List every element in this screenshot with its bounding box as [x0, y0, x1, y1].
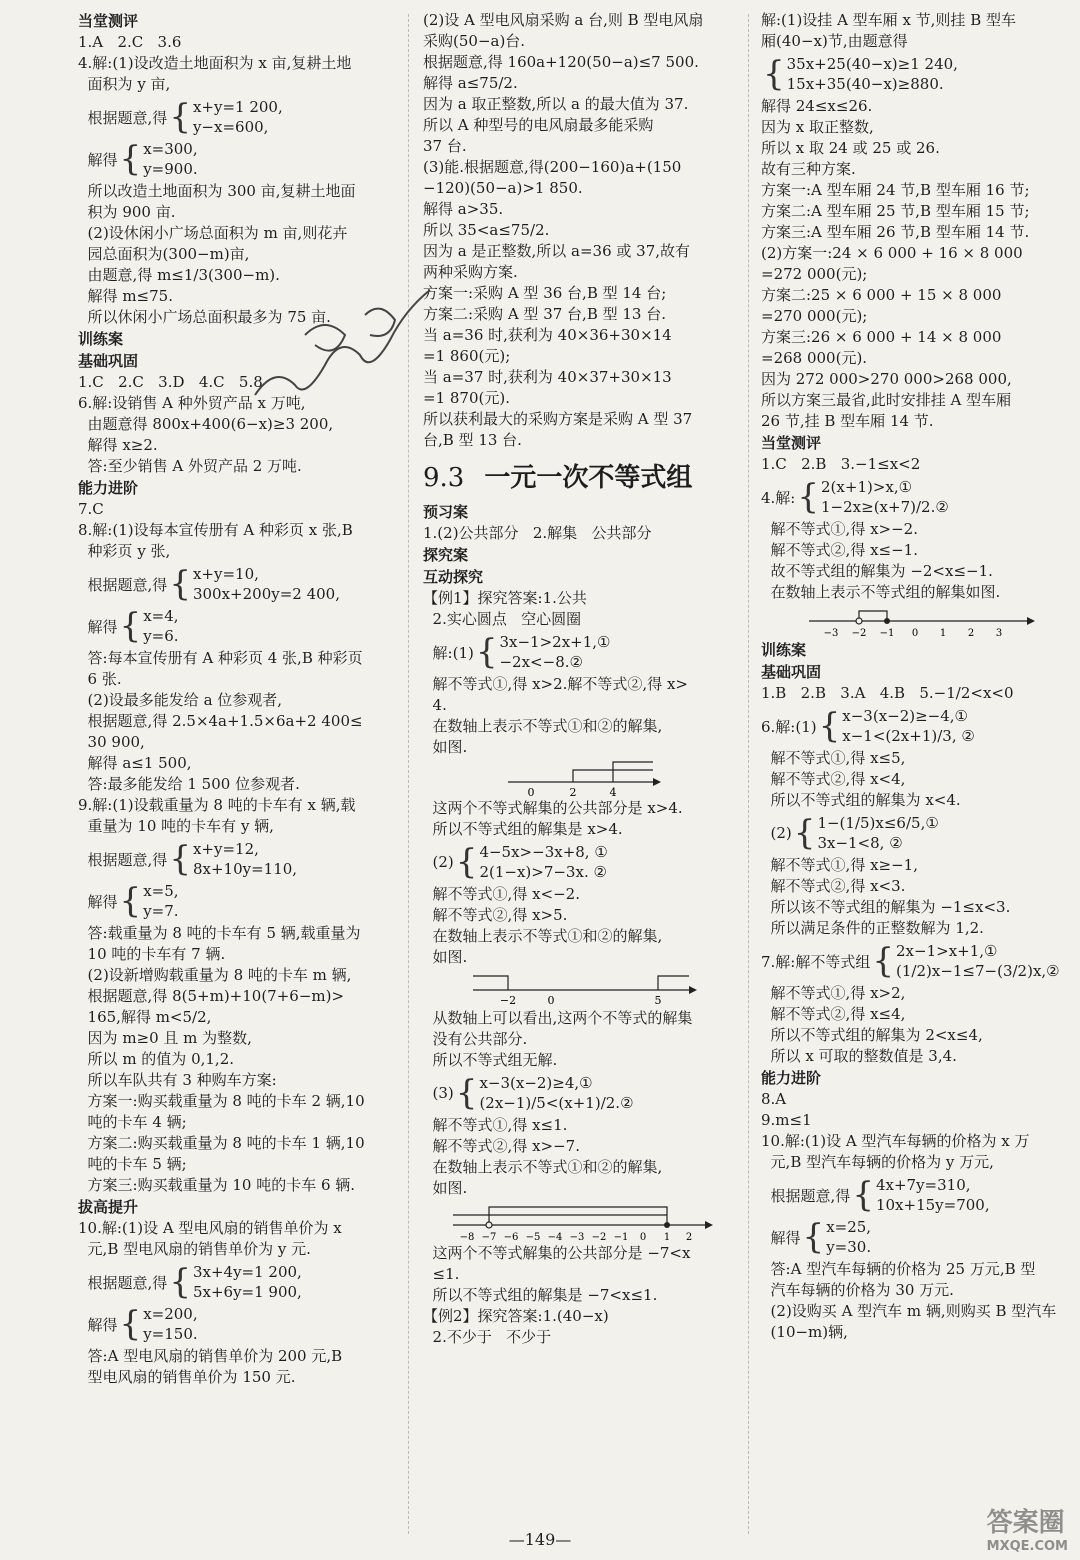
text-line: 2.实心圆点 空心圆圈 [423, 610, 582, 628]
text-line: 在数轴上表示不等式①和②的解集, [423, 1158, 663, 1176]
text-line: 10 吨的卡车有 7 辆. [78, 945, 226, 963]
text-line: =1 860(元); [423, 347, 511, 365]
text-line: 解不等式①,得 x>2, [761, 984, 906, 1002]
text-line: =1 870(元). [423, 389, 510, 407]
text-line: 所以获利最大的采购方案是采购 A 型 37 [423, 410, 693, 428]
text-line: 4.解:(1)设改造土地面积为 x 亩,复耕土地 [78, 54, 352, 72]
text-line: 这两个不等式解集的公共部分是 −7<x [423, 1244, 691, 1262]
column-divider [408, 14, 409, 1534]
section-heading: 训练案 [78, 330, 124, 348]
text-line: 汽车每辆的价格为 30 万元. [761, 1281, 954, 1299]
text-line: 由题意,得 m≤1/3(300−m). [78, 266, 280, 284]
text-line: 方案二:25 × 6 000 + 15 × 8 000 [761, 286, 1002, 304]
text-line: 由题意得 800x+400(6−x)≥3 200, [78, 415, 334, 433]
text-line: 吨的卡车 4 辆; [78, 1113, 187, 1131]
text-line: 答:A 型电风扇的销售单价为 200 元,B [78, 1347, 343, 1365]
section-heading: 基础巩固 [761, 663, 822, 681]
text-line: 2.不少于 不少于 [423, 1328, 552, 1346]
text-line: 所以 A 种型号的电风扇最多能采购 [423, 116, 654, 134]
text-line: (2)设购买 A 型汽车 m 辆,则购买 B 型汽车 [761, 1302, 1057, 1320]
column-2 [423, 10, 735, 1348]
tick-label: 1 [939, 628, 947, 639]
text-line: 所以方案三最省,此时安排挂 A 型车厢 [761, 391, 1012, 409]
tick-label: 3 [995, 628, 1003, 639]
text-line: 30 900, [78, 733, 145, 751]
handwriting-scribble [245, 275, 445, 415]
text-line: 当 a=37 时,获利为 40×37+30×13 [423, 368, 672, 386]
text-line: 因为 a 取正整数,所以 a 的最大值为 37. [423, 95, 689, 113]
text-line: 重量为 10 吨的卡车有 y 辆, [78, 817, 274, 835]
text-line: 方案二:购买载重量为 8 吨的卡车 1 辆,10 [78, 1134, 365, 1152]
text-line: 6 张. [78, 670, 122, 688]
text-line: 所以该不等式组的解集为 −1≤x<3. [761, 898, 1011, 916]
tick-label: −1 [613, 1232, 629, 1243]
text-line: 积为 900 亩. [78, 203, 176, 221]
text-line: 所以不等式组的解集为 2<x≤4, [761, 1026, 983, 1044]
text-line: 所以不等式组的解集是 x>4. [423, 820, 623, 838]
tick-label: −3 [823, 628, 839, 639]
text-line: 如图. [423, 738, 468, 756]
text-line: 所以不等式组无解. [423, 1051, 558, 1069]
text-line: 解得 24≤x≤26. [761, 97, 873, 115]
text-line: 方案一:购买载重量为 8 吨的卡车 2 辆,10 [78, 1092, 365, 1110]
column-3 [761, 10, 1073, 1343]
text-line: 采购(50−a)台. [423, 32, 526, 50]
text-line: 根据题意,得 8(5+m)+10(7+6−m)> [78, 987, 345, 1005]
text-line: 解得 a≤75/2. [423, 74, 518, 92]
tick-label: 4 [609, 786, 617, 798]
text-line: 厢(40−x)节,由题意得 [761, 32, 908, 50]
text-line: =272 000(元); [761, 265, 868, 283]
equation-system: 解:(1) { 3x−1>2x+1,① −2x<−8.② [423, 632, 611, 672]
text-line: 台,B 型 13 台. [423, 431, 522, 449]
tick-label: −7 [481, 1232, 497, 1243]
equation-system: 根据题意,得 { x+y=10, 300x+200y=2 400, [78, 564, 340, 604]
tick-label: 2 [967, 628, 975, 639]
text-line: 所以改造土地面积为 300 亩,复耕土地面 [78, 182, 356, 200]
text-line: 方案二:采购 A 型 37 台,B 型 13 台. [423, 305, 666, 323]
text-line: 1.(2)公共部分 2.解集 公共部分 [423, 524, 652, 542]
equation-system: 解得 { x=25, y=30. [761, 1217, 872, 1257]
text-line: ≤1. [423, 1265, 460, 1283]
text-line: 解不等式②,得 x>5. [423, 906, 568, 924]
text-line: 解不等式①,得 x≤1. [423, 1116, 568, 1134]
text-line: 两种采购方案. [423, 263, 518, 281]
text-line: 如图. [423, 1179, 468, 1197]
text-line: 9.m≤1 [761, 1111, 812, 1129]
text-line: 1.B 2.B 3.A 4.B 5.−1/2<x<0 [761, 684, 1014, 702]
equation-system: 4.解: { 2(x+1)>x,① 1−2x≥(x+7)/2.② [761, 477, 949, 517]
text-line: 答:最多能发给 1 500 位参观者. [78, 775, 300, 793]
section-title: 9.3 一元一次不等式组 [423, 463, 693, 493]
section-heading: 能力进阶 [78, 479, 139, 497]
text-line: =268 000(元). [761, 349, 868, 367]
section-heading: 基础巩固 [78, 352, 139, 370]
text-line: 种彩页 y 张, [78, 542, 171, 560]
text-line: (10−m)辆, [761, 1323, 848, 1341]
number-line-3 [423, 1199, 723, 1243]
watermark-logo: 答案圈 MXQE.COM [986, 1508, 1068, 1554]
text-line: 所以车队共有 3 种购车方案: [78, 1071, 277, 1089]
text-line: 元,B 型电风扇的销售单价为 y 元. [78, 1240, 311, 1258]
tick-label: −5 [525, 1232, 541, 1243]
text-line: 解不等式①,得 x≤5, [761, 749, 906, 767]
section-heading: 当堂测评 [78, 12, 139, 30]
equation-system: (2) { 1−(1/5)x≤6/5,① 3x−1<8, ② [761, 813, 939, 853]
text-line: 方案三:26 × 6 000 + 14 × 8 000 [761, 328, 1002, 346]
column-1 [78, 10, 393, 1388]
text-line: 7.C [78, 500, 104, 518]
equation-system: (3) { x−3(x−2)≥4,① (2x−1)/5<(x+1)/2.② [423, 1073, 634, 1113]
number-line-1 [503, 758, 663, 798]
equation-system: 6.解:(1) { x−3(x−2)≥−4,① x−1<(2x+1)/3, ② [761, 706, 975, 746]
text-line: 所以不等式组的解集是 −7<x≤1. [423, 1286, 658, 1304]
text-line: (2)设新增购载重量为 8 吨的卡车 m 辆, [78, 966, 352, 984]
text-line: 解不等式②,得 x>−7. [423, 1137, 580, 1155]
text-line: 解得 m≤75. [78, 287, 173, 305]
text-line: (2)设最多能发给 a 位参观者, [78, 691, 283, 709]
text-line: 因为 272 000>270 000>268 000, [761, 370, 1012, 388]
equation-system: 解得 { x=4, y=6. [78, 606, 179, 646]
text-line: 解不等式①,得 x<−2. [423, 885, 580, 903]
text-line: 4. [423, 696, 447, 714]
tick-label: −2 [499, 994, 517, 1007]
page-number: —149— [508, 1530, 572, 1549]
text-line: 方案一:A 型车厢 24 节,B 型车厢 16 节; [761, 181, 1030, 199]
equation-system: 解得 { x=200, y=150. [78, 1304, 198, 1344]
text-line: 解不等式②,得 x<4, [761, 770, 906, 788]
text-line: 解不等式①,得 x>2.解不等式②,得 x> [423, 675, 688, 693]
text-line: 在数轴上表示不等式①和②的解集, [423, 927, 663, 945]
text-line: 在数轴上表示不等式①和②的解集, [423, 717, 663, 735]
text-line: 9.解:(1)设载重量为 8 吨的卡车有 x 辆,载 [78, 796, 356, 814]
column-divider [748, 14, 749, 1534]
equation-system: 根据题意,得 { x+y=12, 8x+10y=110, [78, 839, 298, 879]
tick-label: 0 [639, 1232, 647, 1243]
text-line: (2)设休闲小广场总面积为 m 亩,则花卉 [78, 224, 348, 242]
text-line: 所以不等式组的解集为 x<4. [761, 791, 961, 809]
equation-system: 解得 { x=300, y=900. [78, 139, 198, 179]
text-line: −120)(50−a)>1 850. [423, 179, 583, 197]
tick-label: 2 [569, 786, 577, 798]
text-line: 解不等式②,得 x<3. [761, 877, 906, 895]
equation-system: 根据题意,得 { 4x+7y=310, 10x+15y=700, [761, 1175, 990, 1215]
tick-label: −4 [547, 1232, 563, 1243]
text-line: 解:(1)设挂 A 型车厢 x 节,则挂 B 型车 [761, 11, 1016, 29]
text-line: 所以 x 取 24 或 25 或 26. [761, 139, 940, 157]
text-line: 26 节,挂 B 型车厢 14 节. [761, 412, 934, 430]
tick-label: −2 [591, 1232, 607, 1243]
text-line: 元,B 型汽车每辆的价格为 y 万元, [761, 1153, 994, 1171]
text-line: 根据题意,得 160a+120(50−a)≤7 500. [423, 53, 699, 71]
text-line: 所以 35<a≤75/2. [423, 221, 550, 239]
text-line: 型电风扇的销售单价为 150 元. [78, 1368, 296, 1386]
text-line: 37 台. [423, 137, 467, 155]
equation-system: { 35x+25(40−x)≥1 240, 15x+35(40−x)≥880. [763, 54, 958, 94]
equation-system: 解得 { x=5, y=7. [78, 881, 179, 921]
text-line: (2)方案一:24 × 6 000 + 16 × 8 000 [761, 244, 1023, 262]
text-line: 根据题意,得 2.5×4a+1.5×6a+2 400≤ [78, 712, 363, 730]
text-line: 6.解:设销售 A 种外贸产品 x 万吨, [78, 394, 306, 412]
text-line: =270 000(元); [761, 307, 868, 325]
text-line: 面积为 y 亩, [78, 75, 171, 93]
text-line: 1.C 2.B 3.−1≤x<2 [761, 455, 921, 473]
text-line: 因为 a 是正整数,所以 a=36 或 37,故有 [423, 242, 691, 260]
text-line: 当 a=36 时,获利为 40×36+30×14 [423, 326, 672, 344]
text-line: (3)能.根据题意,得(200−160)a+(150 [423, 158, 682, 176]
text-line: 故有三种方案. [761, 160, 856, 178]
text-line: 方案三:A 型车厢 26 节,B 型车厢 14 节. [761, 223, 1030, 241]
text-line: 方案二:A 型车厢 25 节,B 型车厢 15 节; [761, 202, 1030, 220]
text-line: 解得 a>35. [423, 200, 504, 218]
text-line: 所以 m 的值为 0,1,2. [78, 1050, 235, 1068]
tick-label: −6 [503, 1232, 519, 1243]
text-line: 如图. [423, 948, 468, 966]
equation-system: 根据题意,得 { x+y=1 200, y−x=600, [78, 97, 283, 137]
text-line: 1.C 2.C 3.D 4.C 5.8 [78, 373, 263, 391]
section-heading: 预习案 [423, 503, 469, 521]
text-line: 答:载重量为 8 吨的卡车有 5 辆,载重量为 [78, 924, 361, 942]
section-heading: 互动探究 [423, 568, 484, 586]
text-line: 这两个不等式解集的公共部分是 x>4. [423, 799, 683, 817]
text-line: 答:每本宣传册有 A 种彩页 4 张,B 种彩页 [78, 649, 363, 667]
text-line: 8.解:(1)设每本宣传册有 A 种彩页 x 张,B [78, 521, 353, 539]
text-line: 答:至少销售 A 外贸产品 2 万吨. [78, 457, 302, 475]
text-line: 解不等式①,得 x>−2. [761, 520, 918, 538]
tick-label: 0 [547, 994, 555, 1007]
section-heading: 能力进阶 [761, 1069, 822, 1087]
text-line: 方案一:采购 A 型 36 台,B 型 14 台; [423, 284, 667, 302]
section-heading: 当堂测评 [761, 434, 822, 452]
tick-label: 1 [663, 1232, 671, 1243]
tick-label: −8 [459, 1232, 475, 1243]
text-line: 8.A [761, 1090, 787, 1108]
tick-label: −3 [569, 1232, 585, 1243]
text-line: 园总面积为(300−m)亩, [78, 245, 250, 263]
text-line: 解不等式②,得 x≤−1. [761, 541, 918, 559]
text-line: 10.解:(1)设 A 型汽车每辆的价格为 x 万 [761, 1132, 1030, 1150]
text-line: 所以满足条件的正整数解为 1,2. [761, 919, 984, 937]
tick-label: 0 [527, 786, 535, 798]
text-line: 解得 a≤1 500, [78, 754, 192, 772]
text-line: 方案三:购买载重量为 10 吨的卡车 6 辆. [78, 1176, 356, 1194]
text-line: 1.A 2.C 3.6 [78, 33, 182, 51]
section-heading: 训练案 [761, 641, 807, 659]
text-line: 因为 x 取正整数, [761, 118, 874, 136]
section-heading: 探究案 [423, 546, 469, 564]
tick-label: −2 [851, 628, 867, 639]
text-line: 解不等式②,得 x≤4, [761, 1005, 906, 1023]
text-line: 【例2】探究答案:1.(40−x) [423, 1307, 609, 1325]
text-line: 故不等式组的解集为 −2<x≤−1. [761, 562, 993, 580]
number-line-4 [801, 603, 1041, 639]
text-line: 所以休闲小广场总面积最多为 75 亩. [78, 308, 331, 326]
text-line: 没有公共部分. [423, 1030, 528, 1048]
text-line: 解得 x≥2. [78, 436, 158, 454]
text-line: 【例1】探究答案:1.公共 [423, 589, 587, 607]
text-line: 165,解得 m<5/2, [78, 1008, 212, 1026]
tick-label: 0 [911, 628, 919, 639]
equation-system: (2) { 4−5x>−3x+8, ① 2(1−x)>7−3x. ② [423, 842, 608, 882]
text-line: 解不等式①,得 x≥−1, [761, 856, 918, 874]
text-line: 因为 m≥0 且 m 为整数, [78, 1029, 252, 1047]
tick-label: −1 [879, 628, 895, 639]
number-line-2 [463, 968, 703, 1008]
text-line: 所以 x 可取的整数值是 3,4. [761, 1047, 957, 1065]
equation-system: 7.解:解不等式组 { 2x−1>x+1,① (1/2)x−1≤7−(3/2)x,② [761, 941, 1060, 981]
text-line: (2)设 A 型电风扇采购 a 台,则 B 型电风扇 [423, 11, 704, 29]
equation-system: 根据题意,得 { 3x+4y=1 200, 5x+6y=1 900, [78, 1262, 302, 1302]
text-line: 答:A 型汽车每辆的价格为 25 万元,B 型 [761, 1260, 1036, 1278]
section-heading: 拔高提升 [78, 1198, 139, 1216]
text-line: 10.解:(1)设 A 型电风扇的销售单价为 x [78, 1219, 342, 1237]
text-line: 吨的卡车 5 辆; [78, 1155, 187, 1173]
text-line: 从数轴上可以看出,这两个不等式的解集 [423, 1009, 693, 1027]
text-line: 在数轴上表示不等式组的解集如图. [761, 583, 1001, 601]
tick-label: 2 [685, 1232, 693, 1243]
tick-label: 5 [654, 994, 662, 1007]
